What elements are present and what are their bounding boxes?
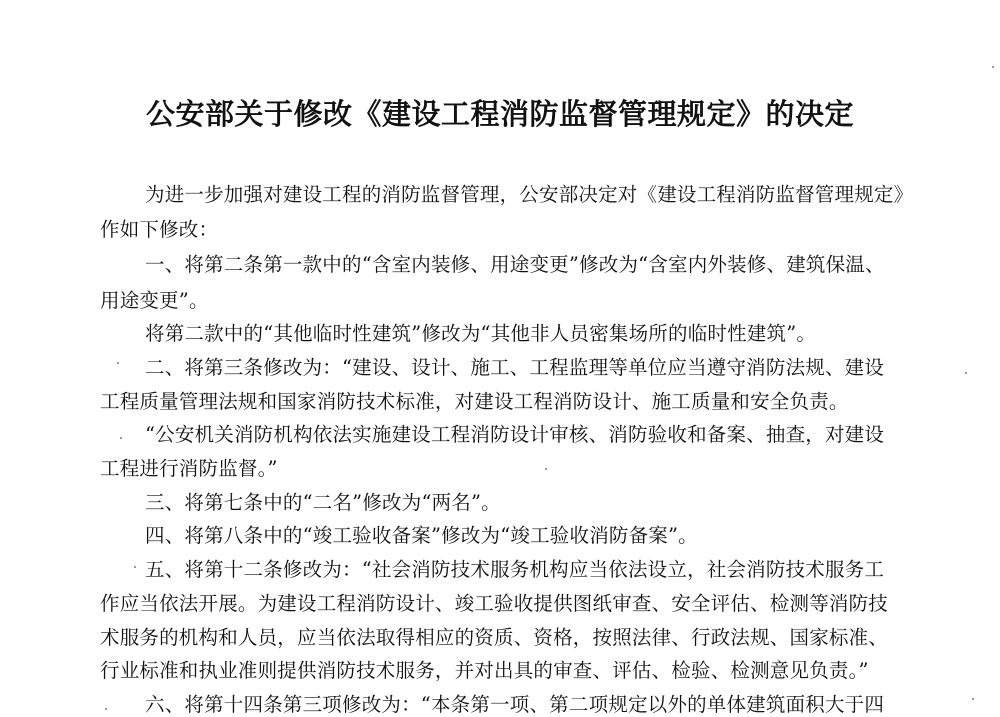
paragraph-line-13: 作应当依法开展。为建设工程消防设计、竣工验收提供图纸审查、安全评估、检测等消防技 — [100, 592, 889, 615]
scan-speck — [545, 468, 547, 470]
paragraph-line-11: 四、将第八条中的“竣工验收备案”修改为“竣工验收消防备案”。 — [145, 524, 698, 547]
paragraph-line-8: “公安机关消防机构依法实施建设工程消防设计审核、消防验收和备案、抽查，对建设 — [145, 423, 885, 446]
scan-speck — [992, 66, 994, 68]
scan-speck — [120, 437, 122, 439]
paragraph-line-9: 工程进行消防监督。” — [100, 457, 278, 480]
paragraph-line-7: 工程质量管理法规和国家消防技术标准，对建设工程消防设计、施工质量和安全负责。 — [100, 390, 849, 413]
paragraph-line-10: 三、将第七条中的“二名”修改为“两名”。 — [145, 491, 501, 514]
paragraph-line-5: 将第二款中的“其他临时性建筑”修改为“其他非人员密集场所的临时性建筑”。 — [145, 322, 817, 345]
scan-speck — [105, 708, 107, 710]
paragraph-line-4: 用途变更”。 — [100, 289, 209, 312]
paragraph-line-15: 行业标准和执业准则提供消防技术服务，并对出具的审查、评估、检验、检测意见负责。” — [100, 659, 869, 682]
paragraph-line-6: 二、将第三条修改为：“建设、设计、施工、工程监理等单位应当遵守消防法规、建设 — [145, 356, 885, 379]
paragraph-line-2: 作如下修改： — [100, 218, 219, 241]
scan-speck — [965, 372, 967, 374]
paragraph-line-3: 一、将第二条第一款中的“含室内装修、用途变更”修改为“含室内外装修、建筑保温、 — [145, 253, 885, 276]
paragraph-line-14: 术服务的机构和人员，应当依法取得相应的资质、资格，按照法律、行政法规、国家标准、 — [100, 626, 889, 649]
paragraph-line-16: 六、将第十四条第三项修改为：“本条第一项、第二项规定以外的单体建筑面积大于四 — [145, 693, 885, 716]
paragraph-line-12: 五、将第十二条修改为：“社会消防技术服务机构应当依法设立，社会消防技术服务工 — [145, 558, 885, 581]
paragraph-line-1: 为进一步加强对建设工程的消防监督管理，公安部决定对《建设工程消防监督管理规定》 — [145, 183, 914, 206]
scan-speck — [117, 362, 119, 364]
scan-speck — [134, 566, 136, 568]
scan-speck — [972, 698, 974, 700]
document-title: 公安部关于修改《建设工程消防监督管理规定》的决定 — [145, 97, 854, 131]
